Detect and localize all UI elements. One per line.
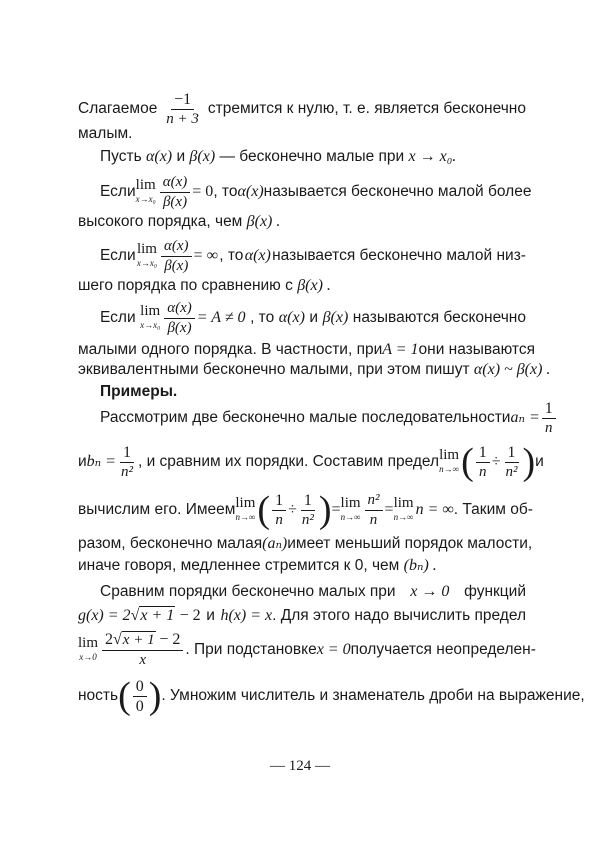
lim-subscript: x→x₀ [135,194,156,204]
fraction-denominator: n [478,463,487,480]
math-sqrt: x + 1 [140,607,175,624]
math: = [384,501,394,518]
fraction-numerator: 1 [120,444,134,463]
limit [136,178,156,206]
text: . Таким об- [453,501,533,518]
lim-word: lim [136,241,157,257]
fraction: $\frac{2√x + 1 - 2}{x}$ [102,631,183,669]
text: малым. [78,125,133,142]
text: вычислим его. Имеем [78,501,236,518]
math: = 0 [192,183,214,200]
lim-word: lim [78,635,99,651]
math: α(x) [237,183,264,200]
text: Пусть [100,148,142,165]
text: называется бесконечно малой низ- [272,247,526,264]
math: = ∞ [193,247,218,264]
fraction-numerator: 1 [542,400,556,419]
text: они называются [418,341,535,358]
fraction [542,400,556,437]
math: bₙ = [86,453,116,470]
math: x = 0 [316,641,351,658]
math: = A ≠ 0 [196,309,246,326]
text-line [100,147,480,167]
fraction [161,238,192,275]
fraction-denominator: n + 3 [166,110,199,127]
math: ÷ [491,453,501,470]
math: α(x) ~ β(x) . [473,361,551,378]
math: aₙ = [510,409,540,426]
fraction-numerator: −1 [171,91,194,110]
text: , то [213,183,238,200]
fraction [163,91,202,128]
math: β(x) [189,148,216,165]
text-line [78,628,536,672]
text-line [100,172,532,212]
math: 2 [105,631,114,648]
text-line [78,340,535,360]
lim-word: lim [439,447,460,463]
math: ÷ [288,501,297,518]
limit [394,496,414,524]
math: (bₙ) . [403,557,437,574]
fraction-denominator: x [139,652,147,668]
lim-word: lim [235,495,256,511]
fraction-numerator: 1 [272,492,286,511]
text: и [309,309,319,326]
fraction [118,444,136,481]
text-line [78,90,526,127]
fraction-numerator: 1 [505,444,519,463]
text: разом, бесконечно малая [78,535,263,552]
fraction-numerator: n² [365,492,383,511]
fraction-numerator: α(x) [160,174,191,193]
fraction-numerator: 1 [301,492,315,511]
math: x → 0 [410,583,450,600]
limit [439,448,459,476]
math: = [331,501,341,518]
text-line [100,298,526,338]
text-line [78,488,533,532]
math: g(x) = 2 [78,607,131,624]
math: β(x) [322,309,349,326]
text: стремится к нулю, т. е. является бесконечно [207,100,526,117]
limit [140,304,160,332]
fraction [164,300,195,337]
math: A = 1 [382,341,419,358]
lim-subscript: n→∞ [393,512,414,522]
fraction-numerator: α(x) [164,300,195,319]
fraction-numerator: 1 [476,444,490,463]
text: называются бесконечно [352,309,526,326]
math: x → x₀. [408,148,457,165]
text: имеет меньший порядок малости, [287,535,533,552]
text: ность [78,687,119,704]
math: − 2 [159,631,181,648]
math: α(x) [244,247,271,264]
text-line [78,556,526,576]
fraction [160,174,191,211]
text: шего порядка по сравнению с [78,277,293,294]
text: , и сравним их порядки. Составим предел [137,453,440,470]
text-line [78,212,526,232]
math: h(x) = x [220,607,273,624]
parenthesized-expression: ( $\frac{1}{n}$ ÷ $\frac{1}{\text{n²}}$ ) [461,441,536,483]
text: получается неопределен- [350,641,536,658]
text: и [78,453,87,470]
text: . При подстановке [185,641,317,658]
math: α(x) [145,148,173,165]
limit [341,496,361,524]
parenthesized-expression: ( $\frac{1}{n}$ ÷ $\frac{1}{\text{n²}}$ ) [257,489,332,531]
text-line [78,276,526,296]
fraction-denominator: n² [301,511,314,528]
lim-subscript: n→∞ [340,512,361,522]
fraction-numerator: 0 [133,678,147,697]
math: β(x) . [297,277,331,294]
text: , то [250,309,275,326]
section-heading: Примеры. [100,383,178,400]
page-number: — 124 — [270,758,330,774]
text-line [78,360,551,380]
text: и [176,148,186,165]
fraction-denominator: n² [120,463,133,480]
fraction-denominator: β(x) [164,257,189,274]
lim-word: lim [140,303,161,319]
text-line: g(x) = 2√x + 1 − 2 и h(x) = x. Для этого надо вычислить предел [78,607,526,624]
lim-subscript: x→0 [79,652,97,662]
text-line [78,440,544,484]
lim-subscript: n→∞ [439,464,460,474]
math: α(x) [278,309,305,326]
text-line [78,674,585,718]
text: — бесконечно малые при [219,148,405,165]
fraction-denominator: β(x) [162,193,188,210]
lim-subscript: x→x₀ [136,258,158,268]
fraction-denominator: 0 [135,697,144,715]
math: β(x) . [246,213,281,230]
math-sqrt: x + 1 [122,632,155,648]
text: и [535,453,544,470]
text: , то [219,247,244,264]
math: (aₙ) [262,535,288,552]
text: Слагаемое [78,100,158,117]
text: Если [100,309,136,326]
text: Если [100,247,136,264]
text: называется бесконечно малой более [263,183,532,200]
fraction-denominator: n [544,419,553,436]
text: Рассмотрим две бесконечно малые последовательности [100,409,511,426]
text: . Для этого надо вычислить предел [272,607,526,624]
text: функций [464,583,526,600]
text-line [100,582,526,602]
text-line [100,236,526,276]
text: высокого порядка, чем [78,213,243,230]
text: Сравним порядки бесконечно малых при [100,583,396,600]
fraction-denominator: n² [505,463,518,480]
lim-word: lim [393,495,414,511]
lim-subscript: x→x₀ [140,320,161,330]
parenthesized-expression: ( $\frac{0}{0}$ ) [118,675,162,717]
fraction-numerator: α(x) [161,238,192,257]
fraction-denominator: n [369,511,378,528]
text: иначе говоря, медленнее стремится к 0, чем [78,557,400,574]
text: и [206,607,215,624]
text-line [78,124,526,144]
text: эквивалентными бесконечно малыми, при этом пишут [78,361,470,378]
lim-subscript: n→∞ [235,512,256,522]
text-line [100,398,553,438]
limit [137,242,157,270]
limit [78,636,98,664]
text: . Умножим числитель и знаменатель дроби на выражение, [161,687,585,704]
text-line [78,534,533,554]
lim-word: lim [135,177,156,193]
math: − 2 [179,607,201,624]
text: Если [100,183,136,200]
lim-word: lim [340,495,361,511]
limit [235,496,255,524]
fraction-denominator: β(x) [167,319,192,336]
math: n = ∞ [415,501,454,518]
fraction-denominator: n [275,511,283,528]
text: малыми одного порядка. В частности, при [78,341,383,358]
